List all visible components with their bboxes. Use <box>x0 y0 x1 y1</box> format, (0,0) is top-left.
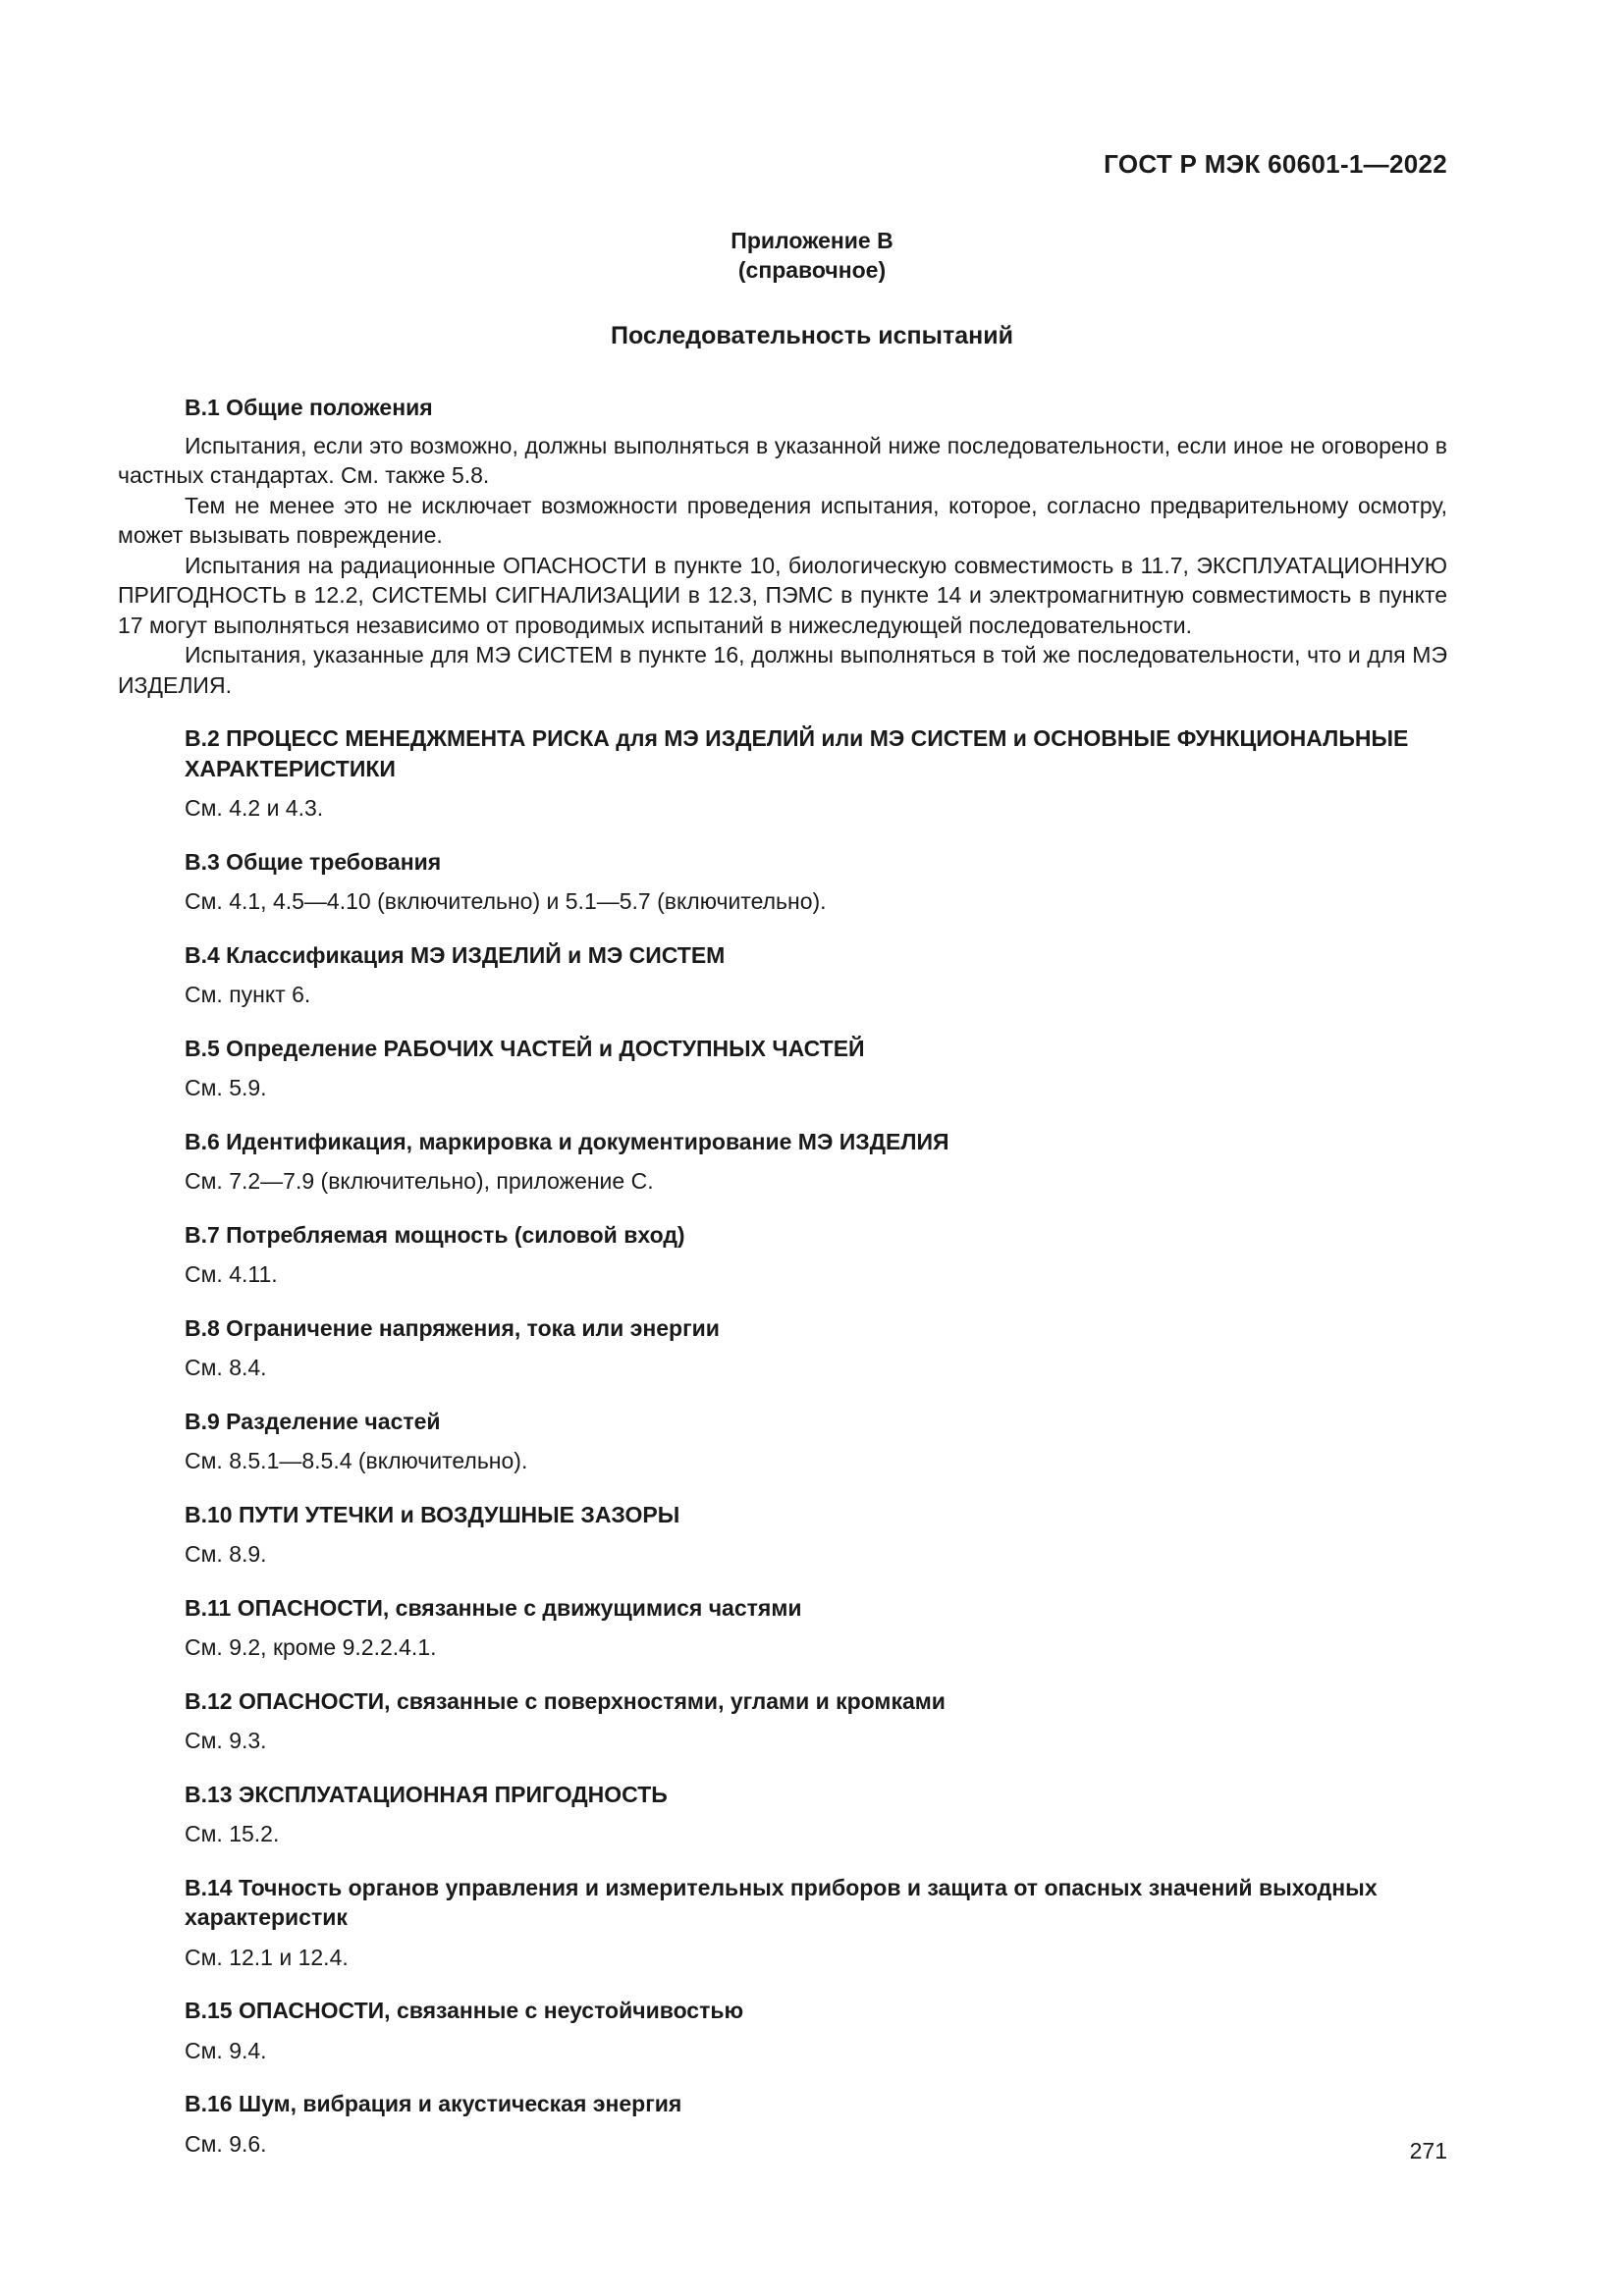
section-heading: В.16 Шум, вибрация и акустическая энергия <box>185 2091 682 2116</box>
annex-name: Приложение В <box>731 228 893 253</box>
section-heading: В.6 Идентификация, маркировка и документирование МЭ ИЗДЕЛИЯ <box>185 1128 949 1154</box>
section-heading: В.9 Разделение частей <box>185 1408 441 1434</box>
section-b6 <box>118 1127 1447 1197</box>
section-b4 <box>118 940 1447 1010</box>
section-reference: См. 8.5.1—8.5.4 (включительно). <box>185 1448 528 1473</box>
document-code: ГОСТ Р МЭК 60601-1—2022 <box>1104 149 1447 179</box>
section-b10 <box>118 1500 1447 1570</box>
section-heading: В.13 ЭКСПЛУАТАЦИОННАЯ ПРИГОДНОСТЬ <box>185 1781 668 1807</box>
section-b7 <box>118 1220 1447 1290</box>
annex-header <box>0 226 1624 285</box>
section-b15 <box>118 1996 1447 2065</box>
section-heading: В.10 ПУТИ УТЕЧКИ и ВОЗДУШНЫЕ ЗАЗОРЫ <box>185 1501 680 1527</box>
section-reference: См. 4.2 и 4.3. <box>185 795 324 821</box>
paragraph: Испытания, указанные для МЭ СИСТЕМ в пункте 16, должны выполняться в той же последовательности, что и для МЭ ИЗДЕЛИЯ. <box>118 642 1447 698</box>
section-reference: См. 8.4. <box>185 1355 267 1380</box>
section-heading: В.12 ОПАСНОСТИ, связанные с поверхностями, углами и кромками <box>185 1687 946 1714</box>
section-heading: В.5 Определение РАБОЧИХ ЧАСТЕЙ и ДОСТУПНЫХ ЧАСТЕЙ <box>185 1035 865 1061</box>
section-reference: См. 12.1 и 12.4. <box>185 1944 349 1970</box>
paragraph: Испытания, если это возможно, должны выполняться в указанной ниже последовательности, если иное не оговорено в частных стандартах. См. также 5.8. <box>118 432 1447 488</box>
page-number: 271 <box>1409 2138 1447 2163</box>
section-heading: В.3 Общие требования <box>185 848 442 875</box>
section-reference: См. 8.9. <box>185 1541 267 1567</box>
section-reference: См. 9.6. <box>185 2130 267 2157</box>
section-heading: В.1 Общие положения <box>185 395 433 420</box>
section-reference: См. 5.9. <box>185 1075 267 1100</box>
section-heading: В.14 Точность органов управления и измерительных приборов и защита от опасных значений выходных характеристик <box>185 1874 1378 1930</box>
paragraph: Тем не менее это не исключает возможности проведения испытания, которое, согласно предварительному осмотру, может вызывать повреждение. <box>118 492 1447 548</box>
section-reference: См. 9.4. <box>185 2037 267 2063</box>
section-reference: См. 7.2—7.9 (включительно), приложение С. <box>185 1168 654 1194</box>
section-b14 <box>118 1873 1447 1973</box>
section-reference: См. пункт 6. <box>185 982 311 1007</box>
section-reference: См. 4.1, 4.5—4.10 (включительно) и 5.1—5.7 (включительно). <box>185 888 827 914</box>
section-heading: В.2 ПРОЦЕСС МЕНЕДЖМЕНТА РИСКА для МЭ ИЗДЕЛИЙ или МЭ СИСТЕМ и ОСНОВНЫЕ ФУНКЦИОНАЛЬНЫЕ ХАРАКТЕРИСТИКИ <box>185 725 1409 781</box>
section-b5 <box>118 1034 1447 1103</box>
section-b8 <box>118 1313 1447 1383</box>
section-b2 <box>118 723 1447 824</box>
paragraph: Испытания на радиационные ОПАСНОСТИ в пункте 10, биологическую совместимость в 11.7, ЭКСПЛУАТАЦИОННУЮ ПРИГОДНОСТЬ в 12.2, СИСТЕМЫ СИГНАЛИЗАЦИИ в 12.3, ПЭМС в пункте 14 и электромагнитную совместимость в пункте 17 могут выполняться независимо от проводимых испытаний в нижеследующей последовательности. <box>118 552 1447 638</box>
annex-title: Последовательность испытаний <box>611 322 1013 349</box>
section-reference: См. 9.3. <box>185 1728 267 1753</box>
section-b13 <box>118 1780 1447 1849</box>
section-b12 <box>118 1686 1447 1756</box>
section-heading: В.8 Ограничение напряжения, тока или энергии <box>185 1314 720 1341</box>
section-b16 <box>118 2089 1447 2159</box>
section-b1 <box>118 393 1447 700</box>
annex-type: (справочное) <box>737 257 887 283</box>
section-b3 <box>118 847 1447 917</box>
section-reference: См. 15.2. <box>185 1821 280 1846</box>
section-heading: В.7 Потребляемая мощность (силовой вход) <box>185 1221 685 1248</box>
section-b9 <box>118 1407 1447 1476</box>
section-heading: В.11 ОПАСНОСТИ, связанные с движущимися частями <box>185 1594 802 1621</box>
section-heading: В.15 ОПАСНОСТИ, связанные с неустойчивостью <box>185 1998 744 2023</box>
section-b11 <box>118 1593 1447 1663</box>
section-reference: См. 9.2, кроме 9.2.2.4.1. <box>185 1634 437 1660</box>
document-body <box>118 393 1447 2159</box>
section-reference: См. 4.11. <box>185 1261 278 1287</box>
section-heading: В.4 Классификация МЭ ИЗДЕЛИЙ и МЭ СИСТЕМ <box>185 941 726 968</box>
